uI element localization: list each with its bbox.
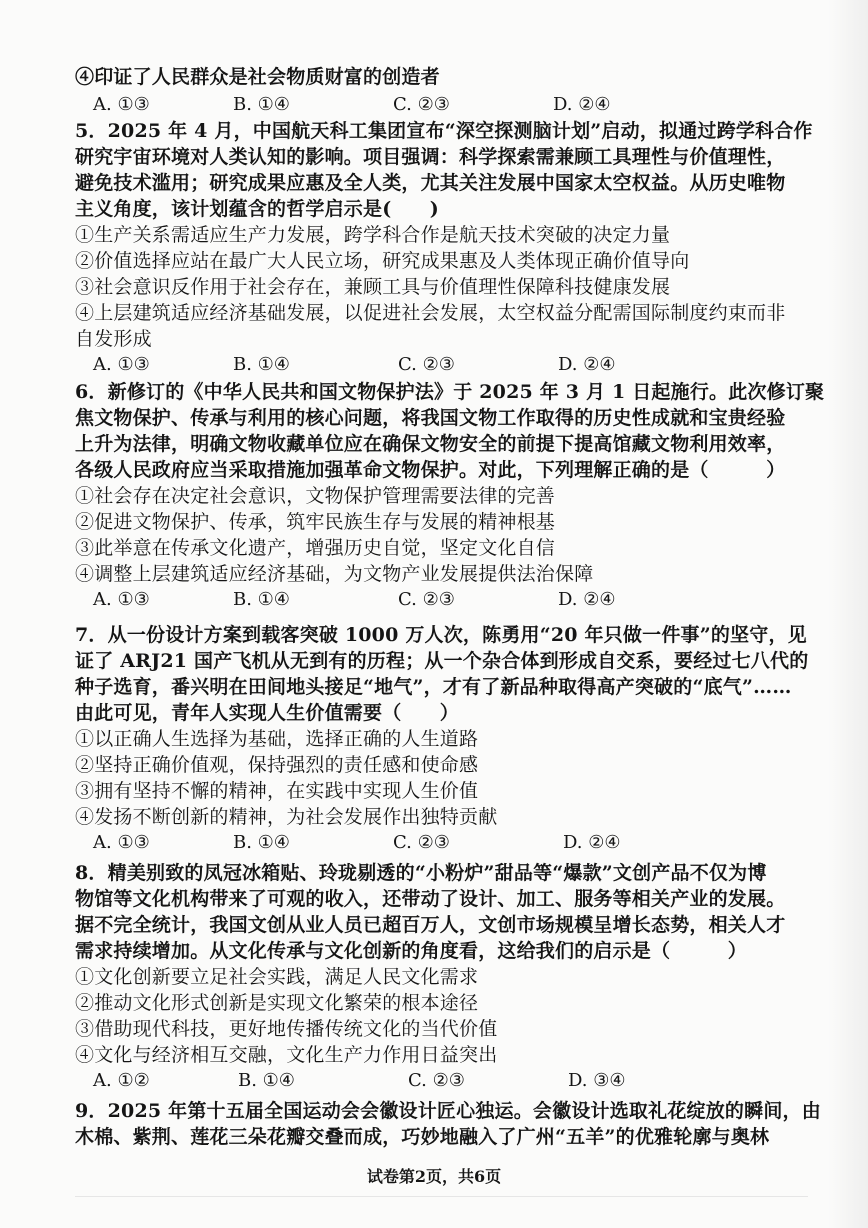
option-a: A. ①③ [93,354,150,375]
option-c: C. ②③ [393,832,450,853]
q7-stem-line-3: 种子选育，番兴明在田间地头接足“地气”，才有了新品种取得高产突破的“底气”…… [75,676,792,698]
q5-stem-line-4: 主义角度，该计划蕴含的哲学启示是( ) [75,198,439,220]
q6-item-2: ②促进文物保护、传承，筑牢民族生存与发展的精神根基 [75,511,556,533]
q6-options [93,587,693,613]
q9-stem-line-1: 9．2025 年第十五届全国运动会会徽设计匠心独运。会徽设计选取礼花绽放的瞬间，由 [75,1100,821,1122]
q5-stem-line-1: 5．2025 年 4 月，中国航天科工集团宣布“深空探测脑计划”启动，拟通过跨学科合作 [75,120,813,142]
q7-stem-line-1: 7．从一份设计方案到载客突破 1000 万人次，陈勇用“20 年只做一件事”的坚守，见 [75,624,807,646]
q8-item-2: ②推动文化形式创新是实现文化繁荣的根本途径 [75,992,479,1014]
q9-stem-line-2: 木棉、紫荆、莲花三朵花瓣交叠而成，巧妙地融入了广州“五羊”的优雅轮廓与奥林 [75,1126,770,1148]
q5-stem-line-3: 避免技术滥用；研究成果应惠及全人类，尤其关注发展中国家太空权益。从历史唯物 [75,172,786,194]
q7-stem-line-4: 由此可见，青年人实现人生价值需要（ ） [75,702,460,724]
q8-stem-line-3: 据不完全统计，我国文创从业人员已超百万人，文创市场规模呈增长态势，相关人才 [75,914,786,936]
q8-item-3: ③借助现代科技，更好地传播传统文化的当代价值 [75,1018,498,1040]
option-b: B. ①④ [233,354,290,375]
q6-item-3: ③此举意在传承文化遗产，增强历史自觉，坚定文化自信 [75,537,556,559]
q6-stem-line-2: 焦文物保护、传承与利用的核心问题，将我国文物工作取得的历史性成就和宝贵经验 [75,407,786,429]
prev-question-item-4: ④印证了人民群众是社会物质财富的创造者 [75,66,440,88]
page-footer: 试卷第2页，共6页 [366,1167,502,1186]
option-b: B. ①④ [233,94,290,115]
q6-item-4: ④调整上层建筑适应经济基础，为文物产业发展提供法治保障 [75,563,594,585]
scan-edge-shadow [828,0,868,1228]
q8-stem-line-2: 物馆等文化机构带来了可观的收入，还带动了设计、加工、服务等相关产业的发展。 [75,888,786,910]
q6-stem-line-3: 上升为法律，明确文物收藏单位应在确保文物安全的前提下提高馆藏文物利用效率， [75,433,786,455]
q7-item-2: ②坚持正确价值观，保持强烈的责任感和使命感 [75,754,479,776]
option-c: C. ②③ [408,1070,465,1091]
q7-item-1: ①以正确人生选择为基础，选择正确的人生道路 [75,728,479,750]
q5-stem-line-2: 研究宇宙环境对人类认知的影响。项目强调：科学探索需兼顾工具理性与价值理性， [75,146,786,168]
q5-item-4: ④上层建筑适应经济基础发展，以促进社会发展，太空权益分配需国际制度约束而非 [75,302,786,324]
option-c: C. ②③ [393,94,450,115]
q7-item-4: ④发扬不断创新的精神，为社会发展作出独特贡献 [75,806,498,828]
option-d: D. ②④ [553,94,611,115]
bottom-rule [75,1196,808,1197]
prev-question-options [93,92,693,118]
q6-stem-line-1: 6．新修订的《中华人民共和国文物保护法》于 2025 年 3 月 1 日起施行。此次修订聚 [75,381,825,403]
q5-options [93,352,693,378]
q8-stem-line-1: 8．精美别致的凤冠冰箱贴、玲珑剔透的“小粉炉”甜品等“爆款”文创产品不仅为博 [75,862,767,884]
q7-stem-line-2: 证了 ARJ21 国产飞机从无到有的历程；从一个杂合体到形成自交系，要经过七八代的 [75,650,809,672]
option-c: C. ②③ [398,589,455,610]
option-c: C. ②③ [398,354,455,375]
option-b: B. ①④ [233,589,290,610]
q5-item-1: ①生产关系需适应生产力发展，跨学科合作是航天技术突破的决定力量 [75,224,671,246]
q8-options [93,1068,693,1094]
q8-item-4: ④文化与经济相互交融，文化生产力作用日益突出 [75,1044,498,1066]
option-a: A. ①③ [93,832,150,853]
q8-item-1: ①文化创新要立足社会实践，满足人民文化需求 [75,966,479,988]
q8-stem-line-4: 需求持续增加。从文化传承与文化创新的角度看，这给我们的启示是（ ） [75,940,748,962]
option-a: A. ①② [93,1070,150,1091]
q5-item-2: ②价值选择应站在最广大人民立场，研究成果惠及人类体现正确价值导向 [75,250,690,272]
q7-options [93,830,693,856]
option-b: B. ①④ [233,832,290,853]
q5-item-3: ③社会意识反作用于社会存在，兼顾工具与价值理性保障科技健康发展 [75,276,671,298]
option-d: D. ②④ [563,832,621,853]
option-a: A. ①③ [93,589,150,610]
option-d: D. ②④ [558,589,616,610]
option-a: A. ①③ [93,94,150,115]
option-d: D. ③④ [568,1070,626,1091]
option-d: D. ②④ [558,354,616,375]
q6-item-1: ①社会存在决定社会意识，文物保护管理需要法律的完善 [75,485,556,507]
option-b: B. ①④ [238,1070,295,1091]
q6-stem-line-4: 各级人民政府应当采取措施加强革命文物保护。对此，下列理解正确的是（ ） [75,459,786,481]
q5-item-4-cont: 自发形成 [75,328,152,350]
q7-item-3: ③拥有坚持不懈的精神，在实践中实现人生价值 [75,780,479,802]
